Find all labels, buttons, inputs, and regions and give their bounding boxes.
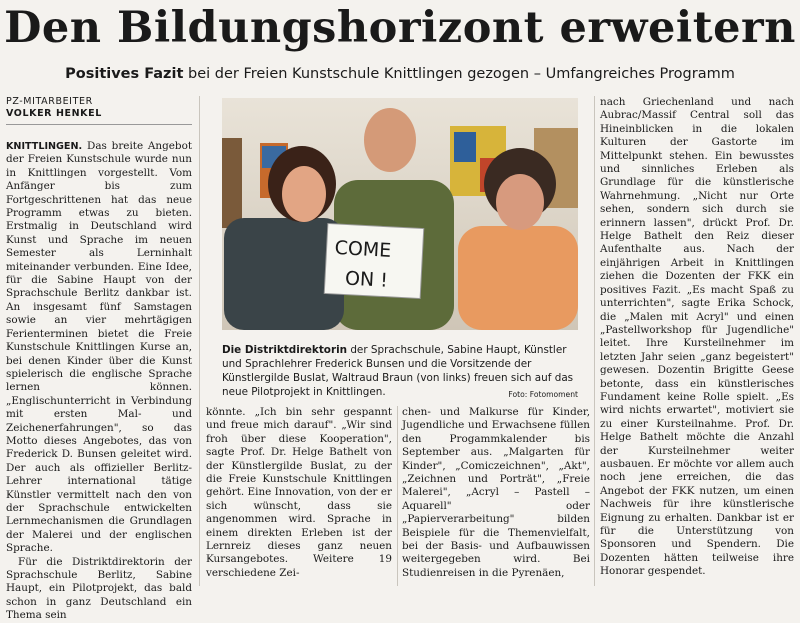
column-divider [199, 96, 200, 586]
sign-text-line1: COME [334, 236, 392, 262]
woman-right-face [496, 174, 544, 230]
author-role: PZ-MITARBEITER [6, 96, 93, 107]
sign-text-line2: ON ! [344, 267, 389, 292]
subheadline-lead: Positives Fazit [65, 66, 184, 82]
woman-right-sweater [458, 226, 578, 330]
column-divider [594, 96, 595, 586]
article-column-4 [600, 96, 794, 586]
author-name: VOLKER HENKEL [6, 108, 102, 119]
wall-painting-left [222, 138, 242, 228]
article-paragraph-3: könnte. „Ich bin sehr gespannt und freue mich darauf". „Wir sind froh über diese Kooperation", sagte Prof. Dr. Helge Bathelt von der Künstlergilde Buslat, zu der die Freie Kunstschule Knittlingen gehört. Eine Innovation, von der er sich wünscht, dass sie angenommen wird. Sprache in einem direkten Erleben ist der Lernreiz dieses ganz neuen Kursangebotes. Weitere 19 verschiedene Zei- [206, 406, 392, 579]
woman-left-face [282, 166, 326, 222]
dateline: KNITTLINGEN. [6, 141, 83, 152]
article-paragraph-4: chen- und Malkurse für Kinder, Jugendliche und Erwachsene füllen den Progammkalender bis September aus. „Malgarten für Kinder", „Comiczeichnen", „Akt", „Zeichnen und Porträt", „Freie Malerei", „Acryl – Pastell – Aquarell" oder „Papierverarbeitung" bilden Beispiele für die Themenvielfalt, bei der Basis- und Aufbauwissen weitergegeben wird. Bei Studienreisen in die Pyrenäen, [402, 406, 590, 579]
caption-lead: Die Distriktdirektorin [222, 344, 348, 356]
subheadline-text: bei der Freien Kunstschule Knittlingen gezogen – Umfangreiches Programm [183, 66, 735, 82]
article-paragraph-2: Für die Distriktdirektorin der Sprachschule Berlitz, Sabine Haupt, ein Pilotprojekt, das bald schon in ganz Deutschland ein Thema sein [6, 555, 192, 622]
byline-divider [6, 124, 192, 125]
caption-text: der Sprachschule, Sabine Haupt, Künstler und Sprachlehrer Frederick Bunsen und die Vorsitzende der Künstlergilde Buslat, Waltraud Braun (von links) freuen sich auf das neue Pilotprojekt in Knittlingen. [222, 344, 574, 398]
subheadline [0, 64, 800, 84]
article-column-3 [402, 406, 590, 586]
article-paragraph-1: Das breite Angebot der Freien Kunstschule wurde nun in Knittlingen vorgestellt. Vom Anfänger bis zum Fortgeschrittenen hat das neue Programm etwas zu bieten. Erstmalig in Deutschland wird Kunst und Sprache im neuen Semester als Lerninhalt miteinander verbunden. Eine Idee, für die Sabine Haupt von der Sprachschule Berlitz dankbar ist. An insgesamt fünf Samstagen sowie an vier mehrtägigen Ferienterminen bietet die Freie Kunstschule Knittlingen Kurse an, bei denen Kinder über die Kunst spielerisch die englische Sprache lernen können. „Englischunterricht in Verbindung mit ersten Mal- und Zeichenerfahrungen", so das Motto dieses Angebotes, das von Frederick D. Bunsen geleitet wird. Der auch als offizieller Berlitz-Lehrer international tätige Künstler vermittelt nach den von der Sprachschule entwickelten Lernmechanismen die Grundlagen der Malerei und der englischen Sprache. [6, 140, 192, 555]
news-photo [222, 98, 578, 330]
article-paragraph-5: nach Griechenland und nach Aubrac/Massif Central soll das Hineinblicken in die lokalen Kulturen der Gastorte im Mittelpunkt stehen. Ein bewusstes und sinnliches Erleben als Grundlage für die künstlerische Wahrnehmung. „Nicht nur Orte sehen, sondern sich durch sie erinnern lassen", drückt Prof. Dr. Helge Bathelt den Reiz dieser Aufenthalte aus. Nach der einjährigen Arbeit in Knittlingen ziehen die Dozenten der FKK ein positives Fazit. „Es macht Spaß zu unterrichten", sagte Erika Schock, die „Malen mit Acryl" und einen „Pastellworkshop für Jugendliche" leitet. Ihre Kursteilnehmer im letzten Jahr seien „ganz begeistert" gewesen. Dozentin Brigitte Geese betonte, dass ein künstlerisches Fundament keine Rolle spielt. „Es wird nichts erwartet", motiviert sie zu einer Kursteilnahme. Prof. Dr. Helge Bathelt möchte die Anzahl der Kursteilnehmer weiter ausbauen. Er möchte vor allem auch noch jene erreichen, die das Angebot der FKK nutzen, um einen Nachweis für ihre künstlerische Eignung zu erhalten. Dankbar ist er für die Unterstützung von Sponsoren und Spendern. Die Dozenten hätten teilweise ihre Honorar gespendet. [600, 96, 794, 578]
headline: Den Bildungshorizont erweitern [4, 3, 796, 53]
author-byline [6, 96, 206, 120]
article-column-1 [6, 140, 192, 622]
article-column-2 [206, 406, 392, 586]
photo-illustration [222, 98, 578, 330]
man-face [364, 108, 416, 172]
column-divider [397, 406, 398, 586]
photo-credit: Foto: Fotomoment [508, 390, 578, 399]
